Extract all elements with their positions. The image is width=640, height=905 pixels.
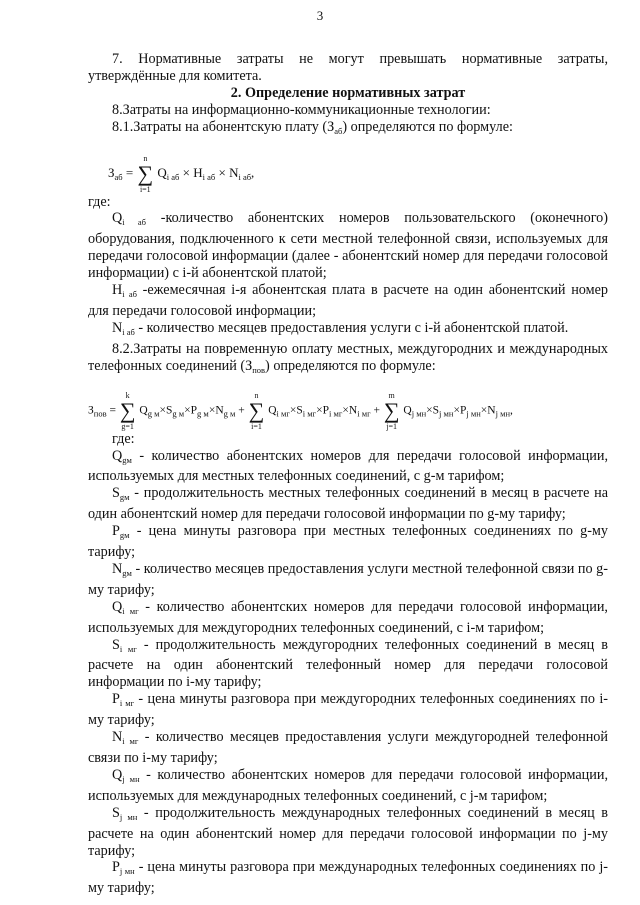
def-s-img: $S_{i мг}$ - продолжительность междугородних телефонных соединений в месяц в расчете на один абонентский телефонный номер для передачи голосовой информации по i-му тарифу; — [88, 636, 608, 691]
def-n-gm: $N_{gм}$ - количество месяцев предоставления услуги местной телефонной связи по g-му тарифу; — [88, 560, 608, 598]
formula-time-based: $З_{пов}$ = k ∑ g=1 $Q_{g м}\times S_{g м}\times P_{g м}\times N_{g м}$ + n ∑ i=1 $Q_{i мг}\times S_{i мг}\times P_{i мг}\times N_{i мг}$ + m ∑ j=1 $Q_{j мн}\times S_{j мн}\times P_{j мн}\times N_{j мн}$, — [88, 390, 513, 431]
def-p-jmn: $P_{j мн}$ - цена минуты разговора при международных телефонных соединениях по j-му тарифу; — [88, 859, 608, 897]
def-q-img: $Q_{i мг}$ - количество абонентских номеров для передачи голосовой информации, используемых для междугородних телефонных соединений, с i-м тарифом; — [88, 598, 608, 636]
section-title: 2. Определение нормативных затрат — [230, 84, 466, 101]
sum-sign: m ∑ j=1 — [383, 390, 400, 431]
def-p-gm: $P_{gм}$ - цена минуты разговора при местных телефонных соединениях по g-му тарифу; — [88, 523, 608, 561]
def-n-img: $N_{i мг}$ - количество месяцев предоставления услуги междугородней телефонной связи по i-му тарифу; — [88, 729, 608, 766]
def-p-img: $P_{i мг}$ - цена минуты разговора при междугородних телефонных соединениях по i-му тарифу; — [88, 691, 608, 729]
sum-sign: n ∑ i=1 — [248, 390, 265, 431]
def-s-jmn: $S_{j мн}$ - продолжительность международных телефонных соединений в месяц в расчете на один абонентский номер для передачи голосовой информации по j-му тарифу; — [88, 804, 608, 859]
def-n-ab: $N_{i аб}$ - количество месяцев предоставления услуги с i-й абонентской платой. — [112, 319, 569, 337]
page-number: 3 — [316, 8, 324, 23]
document-body — [88, 51, 608, 897]
item-8-2: 8.2.Затраты на повременную оплату местных, междугородних и международных телефонных соединений $(З_{пов})$ определяются по формуле: — [88, 340, 608, 375]
formula-subscription: $З_{аб}$ = n ∑ i=1 $Q_{i аб} \times H_{i аб} \times N_{i аб}$, — [108, 153, 255, 194]
def-h-ab: $H_{i аб}$ -ежемесячная i-я абонентская плата в расчете на один абонентский номер для передачи голосовой информации; — [88, 282, 608, 319]
def-q-ab: $Q_{i аб}$ -количество абонентских номеров пользовательского (оконечного) оборудования, подключенного к сети местной телефонной связи, используемых для передачи голосовой информации (далее - абонентский номер для передачи голосовой информации) с i-й абонентской платой; — [88, 210, 608, 282]
where-label-2: где: — [112, 430, 135, 447]
def-q-jmn: $Q_{j мн}$ - количество абонентских номеров для передачи голосовой информации, используемых для международных телефонных соединений, с j-м тарифом; — [88, 766, 608, 804]
item-8-1: 8.1.Затраты на абонентскую плату $(З_{аб})$ определяются по формуле: — [112, 118, 513, 136]
def-s-gm: $S_{gм}$ - продолжительность местных телефонных соединений в месяц в расчете на один абонентский номер для передачи голосовой информации по g-му тарифу; — [88, 485, 608, 523]
sum-sign: k ∑ g=1 — [119, 390, 136, 431]
item-8: 8.Затраты на информационно-коммуникационные технологии: — [112, 101, 491, 118]
def-q-gm: $Q_{gм}$ - количество абонентских номеров для передачи голосовой информации, используемых для местных телефонных соединений, с g-м тарифом; — [88, 447, 608, 485]
sum-sign: n ∑ i=1 — [137, 153, 154, 194]
where-label-1: где: — [88, 193, 111, 210]
paragraph-7: 7. Нормативные затраты не могут превышать нормативные затраты, утверждённые для комитета. — [88, 51, 608, 84]
